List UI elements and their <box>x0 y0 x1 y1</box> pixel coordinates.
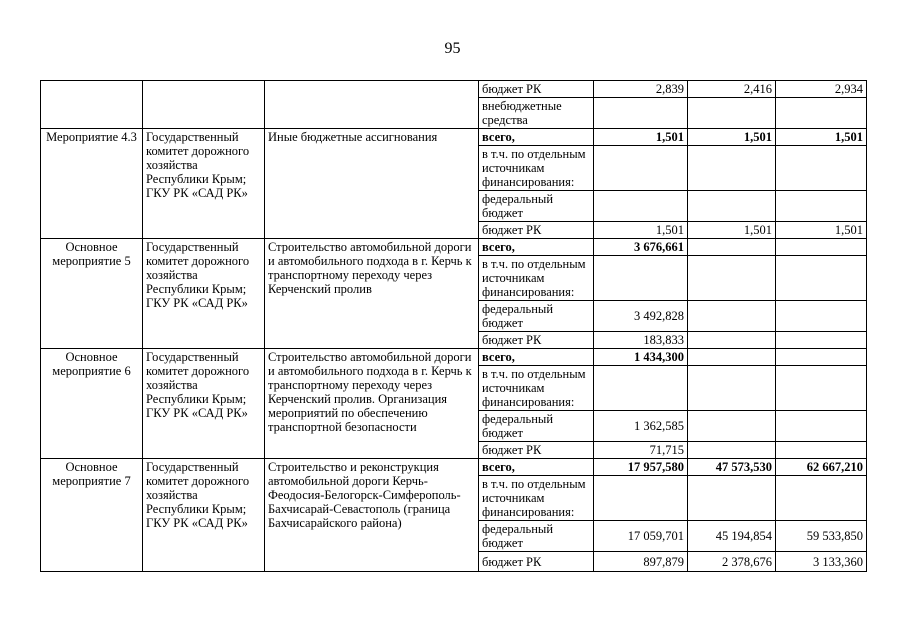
name-cell: Строительство автомобильной дороги и автомобильного подхода в г. Керчь к транспортному переходу через Керченский пролив <box>265 239 479 349</box>
source-cell: федеральный бюджет <box>479 301 594 332</box>
value-cell-1: 897,879 <box>594 552 688 572</box>
value-cell-1 <box>594 476 688 521</box>
value-cell-3: 3 133,360 <box>776 552 867 572</box>
event-cell: Основное мероприятие 7 <box>41 459 143 572</box>
value-cell-1: 3 676,661 <box>594 239 688 256</box>
value-cell-2: 45 194,854 <box>688 521 776 552</box>
source-cell: бюджет РК <box>479 442 594 459</box>
table-row <box>41 239 867 256</box>
value-cell-3: 1,501 <box>776 129 867 146</box>
value-cell-2: 1,501 <box>688 222 776 239</box>
value-cell-3 <box>776 239 867 256</box>
value-cell-2 <box>688 332 776 349</box>
executor-cell: Государственный комитет дорожного хозяйства Республики Крым; ГКУ РК «САД РК» <box>143 349 265 459</box>
value-cell-2: 47 573,530 <box>688 459 776 476</box>
name-cell: Иные бюджетные ассигнования <box>265 129 479 239</box>
value-cell-2 <box>688 366 776 411</box>
source-cell: бюджет РК <box>479 222 594 239</box>
value-cell-2 <box>688 191 776 222</box>
value-cell-3 <box>776 191 867 222</box>
event-cell: Основное мероприятие 6 <box>41 349 143 459</box>
table-body <box>41 81 867 572</box>
executor-cell: Государственный комитет дорожного хозяйства Республики Крым; ГКУ РК «САД РК» <box>143 239 265 349</box>
value-cell-2 <box>688 411 776 442</box>
event-cell: Основное мероприятие 5 <box>41 239 143 349</box>
source-cell: в т.ч. по отдельным источникам финансирования: <box>479 256 594 301</box>
value-cell-2 <box>688 256 776 301</box>
value-cell-1: 1,501 <box>594 222 688 239</box>
name-cell <box>265 81 479 129</box>
value-cell-3 <box>776 366 867 411</box>
name-cell: Строительство и реконструкция автомобильной дороги Керчь-Феодосия-Белогорск-Симферополь-Бахчисарай-Севастополь (граница Бахчисарайского района) <box>265 459 479 572</box>
table-row <box>41 81 867 98</box>
value-cell-1: 183,833 <box>594 332 688 349</box>
source-cell: в т.ч. по отдельным источникам финансирования: <box>479 476 594 521</box>
value-cell-1: 17 957,580 <box>594 459 688 476</box>
value-cell-3 <box>776 98 867 129</box>
value-cell-2 <box>688 442 776 459</box>
value-cell-2 <box>688 239 776 256</box>
source-cell: федеральный бюджет <box>479 191 594 222</box>
table-row <box>41 129 867 146</box>
source-cell: в т.ч. по отдельным источникам финансирования: <box>479 366 594 411</box>
value-cell-3: 1,501 <box>776 222 867 239</box>
value-cell-2 <box>688 146 776 191</box>
value-cell-1 <box>594 366 688 411</box>
value-cell-1: 1 434,300 <box>594 349 688 366</box>
source-cell: бюджет РК <box>479 552 594 572</box>
page-number: 95 <box>444 40 461 57</box>
value-cell-2 <box>688 98 776 129</box>
table-row <box>41 349 867 366</box>
value-cell-3: 2,934 <box>776 81 867 98</box>
name-cell: Строительство автомобильной дороги и автомобильного подхода в г. Керчь к транспортному переходу через Керченский пролив. Организация мероприятий по обеспечению транспортной безопасности <box>265 349 479 459</box>
value-cell-1 <box>594 98 688 129</box>
value-cell-3 <box>776 301 867 332</box>
value-cell-3 <box>776 476 867 521</box>
value-cell-1 <box>594 256 688 301</box>
executor-cell <box>143 81 265 129</box>
event-cell: Мероприятие 4.3 <box>41 129 143 239</box>
value-cell-3: 59 533,850 <box>776 521 867 552</box>
value-cell-1: 2,839 <box>594 81 688 98</box>
source-cell: в т.ч. по отдельным источникам финансирования: <box>479 146 594 191</box>
value-cell-2: 2,416 <box>688 81 776 98</box>
value-cell-1 <box>594 146 688 191</box>
value-cell-3 <box>776 146 867 191</box>
source-cell: бюджет РК <box>479 332 594 349</box>
value-cell-2: 2 378,676 <box>688 552 776 572</box>
event-cell <box>41 81 143 129</box>
budget-table <box>40 80 867 572</box>
value-cell-1: 71,715 <box>594 442 688 459</box>
executor-cell: Государственный комитет дорожного хозяйства Республики Крым; ГКУ РК «САД РК» <box>143 129 265 239</box>
value-cell-3 <box>776 442 867 459</box>
value-cell-3 <box>776 332 867 349</box>
value-cell-3 <box>776 411 867 442</box>
source-cell: внебюджетные средства <box>479 98 594 129</box>
source-cell: федеральный бюджет <box>479 411 594 442</box>
value-cell-1: 1 362,585 <box>594 411 688 442</box>
source-cell: всего, <box>479 459 594 476</box>
executor-cell: Государственный комитет дорожного хозяйства Республики Крым; ГКУ РК «САД РК» <box>143 459 265 572</box>
value-cell-2 <box>688 349 776 366</box>
source-cell: всего, <box>479 129 594 146</box>
value-cell-3: 62 667,210 <box>776 459 867 476</box>
source-cell: федеральный бюджет <box>479 521 594 552</box>
source-cell: всего, <box>479 349 594 366</box>
value-cell-1: 17 059,701 <box>594 521 688 552</box>
source-cell: всего, <box>479 239 594 256</box>
table-row <box>41 459 867 476</box>
value-cell-3 <box>776 349 867 366</box>
source-cell: бюджет РК <box>479 81 594 98</box>
value-cell-2: 1,501 <box>688 129 776 146</box>
value-cell-2 <box>688 476 776 521</box>
value-cell-1: 3 492,828 <box>594 301 688 332</box>
value-cell-2 <box>688 301 776 332</box>
value-cell-3 <box>776 256 867 301</box>
value-cell-1 <box>594 191 688 222</box>
value-cell-1: 1,501 <box>594 129 688 146</box>
